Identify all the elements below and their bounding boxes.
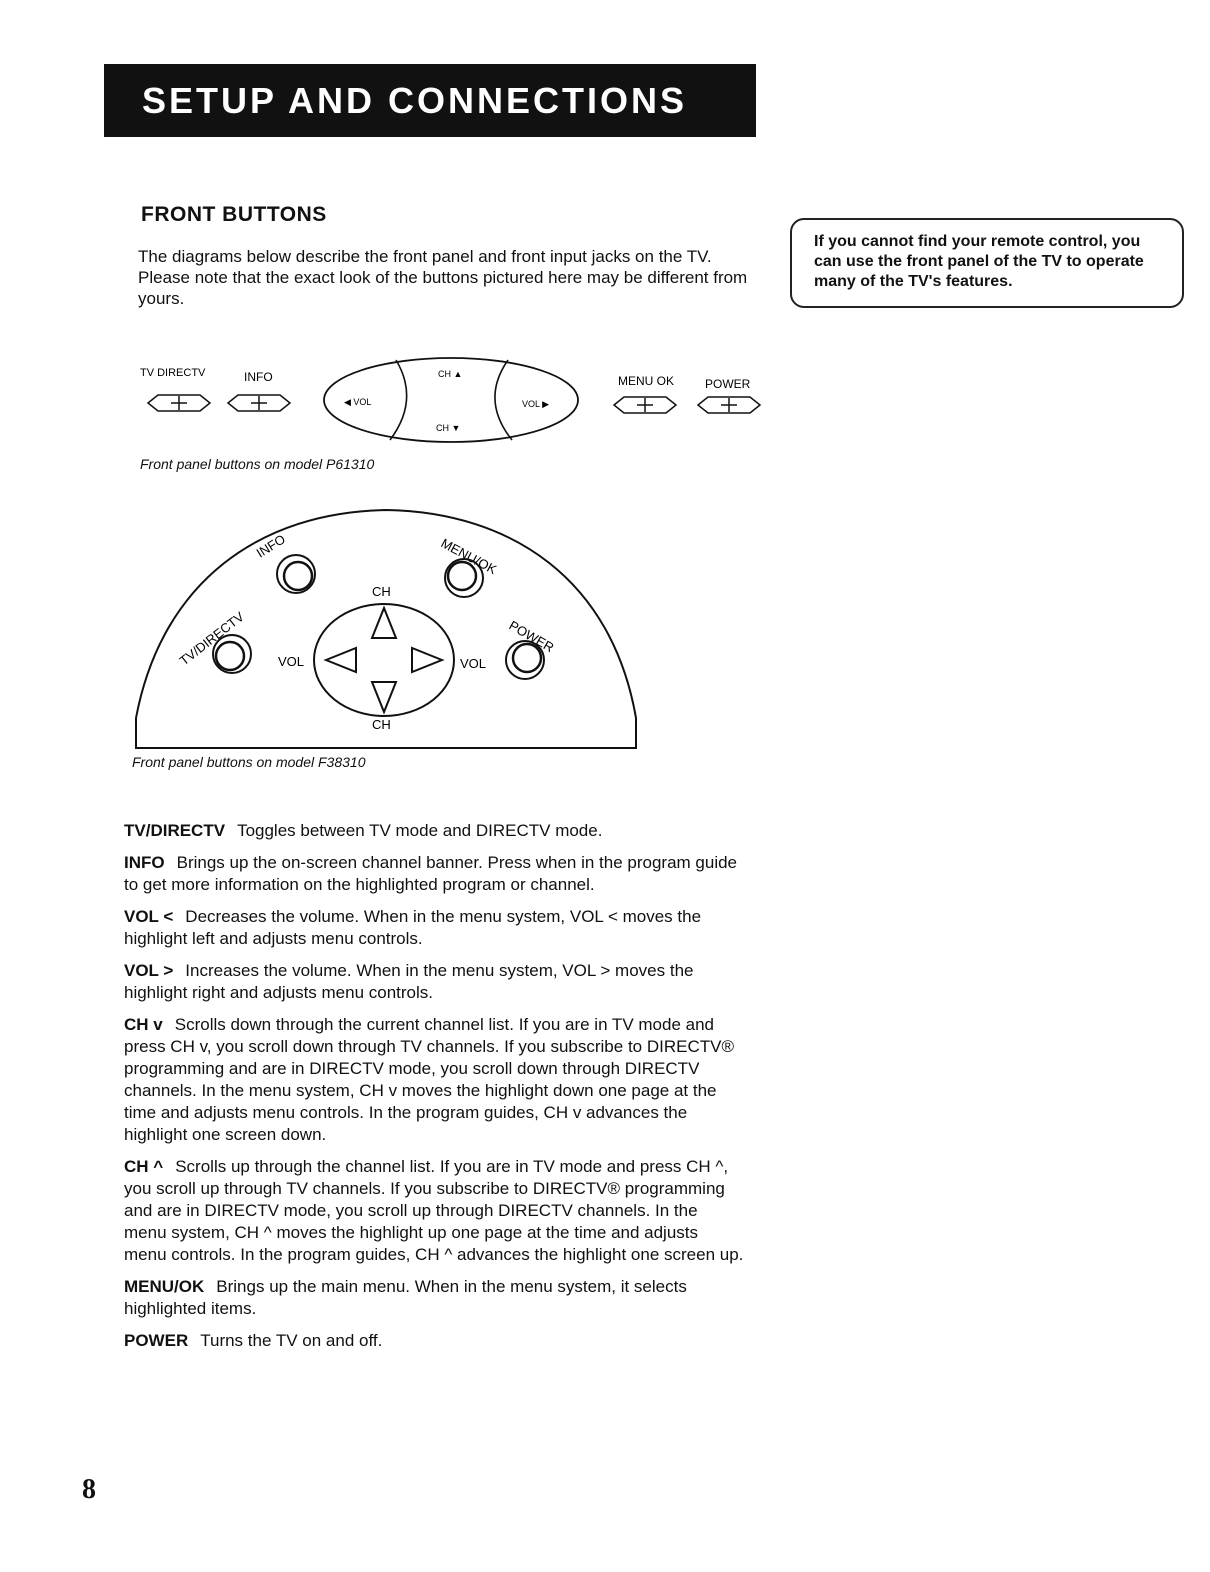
section-title: FRONT BUTTONS bbox=[141, 203, 327, 226]
label-vol-right: VOL bbox=[460, 656, 487, 671]
definition-text: Toggles between TV mode and DIRECTV mode. bbox=[237, 821, 603, 840]
button-definitions bbox=[124, 820, 744, 1362]
label-ch-up: CH ▲ bbox=[438, 369, 463, 379]
tv-directv-button bbox=[148, 395, 210, 411]
label-ch-top: CH bbox=[372, 584, 391, 599]
caption-f38310: Front panel buttons on model F38310 bbox=[132, 754, 366, 770]
ch-down-arrow-icon bbox=[372, 682, 396, 712]
plus-icon bbox=[251, 396, 267, 410]
definition-term: MENU/OK bbox=[124, 1277, 205, 1296]
menu-ok-button bbox=[614, 397, 676, 413]
plus-icon bbox=[721, 398, 737, 412]
plus-icon bbox=[171, 396, 187, 410]
plus-icon bbox=[637, 398, 653, 412]
label-info: INFO bbox=[253, 531, 288, 561]
definition-text: Scrolls up through the channel list. If you are in TV mode and press CH ^, you scroll up through TV channels. If you subscribe to DIRECTV® programming and are in DIRECTV mode, you scroll up through DIRECTV channels. In the menu system, CH ^ moves the highlight up one page at the time and adjusts menu controls. In the program guides, CH ^ advances the highlight one screen up. bbox=[124, 1157, 744, 1264]
definition-term: TV/DIRECTV bbox=[124, 821, 226, 840]
label-vol-left: ◀ VOL bbox=[344, 397, 372, 407]
definition-text: Brings up the main menu. When in the menu system, it selects highlighted items. bbox=[124, 1277, 687, 1318]
label-info: INFO bbox=[244, 370, 273, 384]
caption-p61310: Front panel buttons on model P61310 bbox=[140, 456, 375, 472]
info-button bbox=[277, 555, 315, 593]
banner-title: SETUP AND CONNECTIONS bbox=[142, 79, 688, 121]
label-vol-right: VOL ▶ bbox=[522, 399, 550, 409]
definition-term: VOL < bbox=[124, 907, 174, 926]
label-tv-directv: TV DIRECTV bbox=[140, 367, 206, 379]
definition-info bbox=[124, 852, 744, 896]
ch-up-arrow-icon bbox=[372, 608, 396, 638]
label-ch-down: CH ▼ bbox=[436, 423, 461, 433]
tv-directv-button bbox=[213, 635, 251, 673]
vol-right-arrow-icon bbox=[412, 648, 442, 672]
definition-text: Brings up the on-screen channel banner. Press when in the program guide to get more information on the highlighted program or channel. bbox=[124, 853, 738, 894]
label-tv-directv: TV/DIRECTV bbox=[176, 608, 247, 669]
definition-vol-down bbox=[124, 906, 744, 950]
definition-term: POWER bbox=[124, 1331, 189, 1350]
label-vol-left: VOL bbox=[278, 654, 305, 669]
front-panel-diagram-f38310 bbox=[132, 490, 642, 750]
control-cluster bbox=[324, 358, 578, 442]
label-menu-ok: MENU OK bbox=[618, 374, 675, 388]
definition-term: CH ^ bbox=[124, 1157, 164, 1176]
front-panel-diagram-p61310 bbox=[138, 355, 762, 445]
definition-term: INFO bbox=[124, 853, 165, 872]
power-button bbox=[506, 641, 544, 679]
sidebar-note-text: If you cannot find your remote control, you can use the front panel of the TV to operate many of the TV's features. bbox=[814, 233, 1144, 290]
power-button bbox=[698, 397, 760, 413]
page-number: 8 bbox=[82, 1474, 96, 1505]
definition-menu-ok bbox=[124, 1276, 744, 1320]
definition-term: CH v bbox=[124, 1015, 163, 1034]
definition-text: Increases the volume. When in the menu system, VOL > moves the highlight right and adjusts menu controls. bbox=[124, 961, 694, 1002]
definition-ch-up bbox=[124, 1156, 744, 1266]
section-banner bbox=[104, 64, 756, 137]
directional-pad bbox=[314, 604, 454, 716]
menu-ok-button bbox=[445, 559, 483, 597]
info-button bbox=[228, 395, 290, 411]
definition-tv-directv bbox=[124, 820, 744, 842]
definition-term: VOL > bbox=[124, 961, 174, 980]
label-power: POWER bbox=[506, 617, 557, 656]
definition-vol-up bbox=[124, 960, 744, 1004]
definition-power bbox=[124, 1330, 744, 1352]
intro-paragraph: The diagrams below describe the front panel and front input jacks on the TV. Please note that the exact look of the buttons pictured here may be different from yours. bbox=[138, 247, 748, 308]
definition-text: Turns the TV on and off. bbox=[200, 1331, 383, 1350]
label-ch-bottom: CH bbox=[372, 717, 391, 732]
definition-text: Scrolls down through the current channel list. If you are in TV mode and press CH v, you scroll down through TV channels. If you subscribe to DIRECTV® programming and are in DIRECTV mode, you scroll down through DIRECTV channels. In the menu system, CH v moves the highlight down one page at the time and adjusts menu controls. In the program guides, CH v advances the highlight one screen down. bbox=[124, 1015, 734, 1144]
definition-ch-down bbox=[124, 1014, 744, 1146]
definition-text: Decreases the volume. When in the menu system, VOL < moves the highlight left and adjusts menu controls. bbox=[124, 907, 702, 948]
label-power: POWER bbox=[705, 377, 751, 391]
vol-left-arrow-icon bbox=[326, 648, 356, 672]
label-menu-ok: MENU/OK bbox=[438, 535, 500, 578]
sidebar-note bbox=[790, 218, 1184, 308]
